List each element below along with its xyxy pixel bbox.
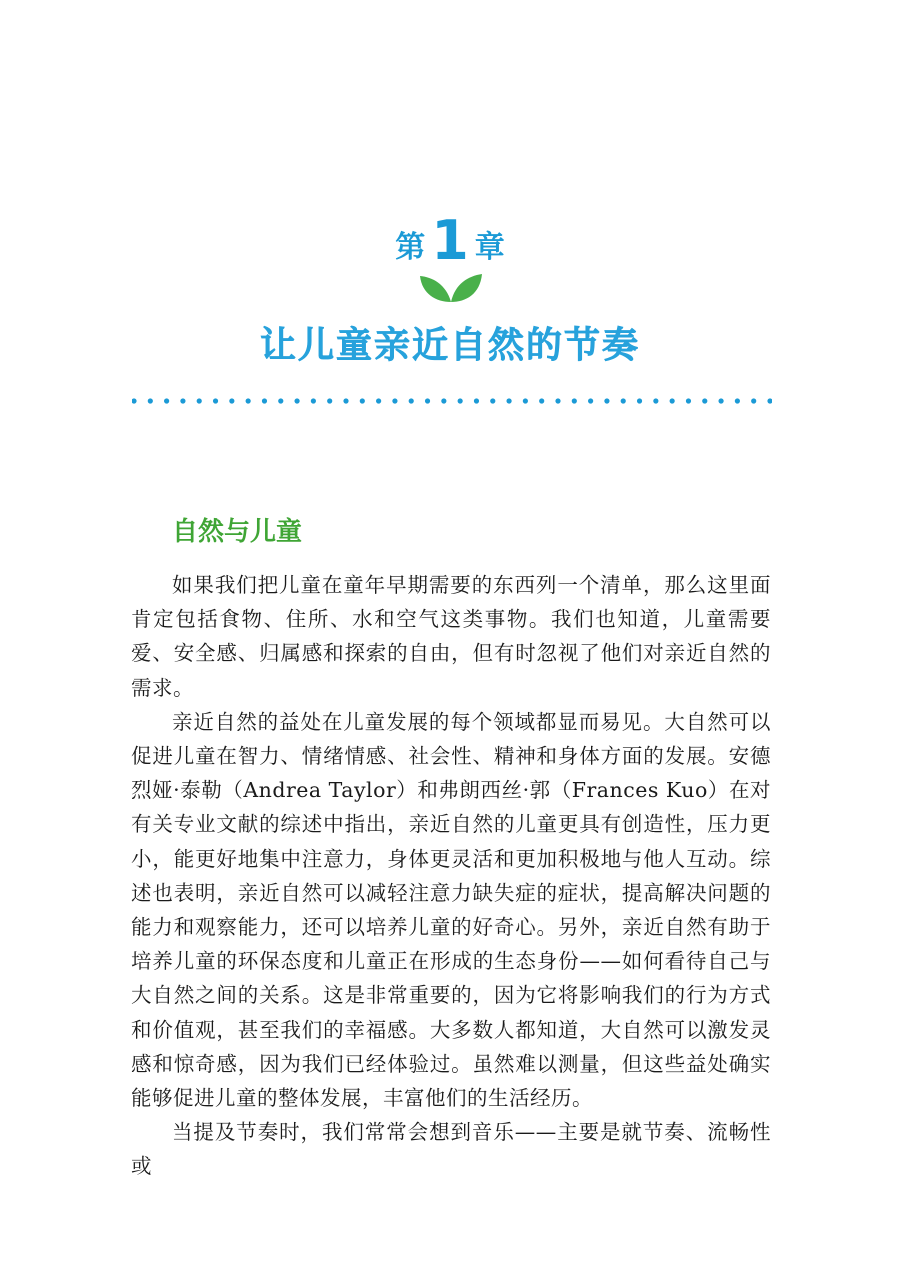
divider-dot xyxy=(343,398,348,403)
divider-dot xyxy=(262,398,267,403)
divider-dot xyxy=(588,398,593,403)
divider-dot xyxy=(294,398,299,403)
divider-dot xyxy=(718,398,723,403)
divider-dot xyxy=(539,398,544,403)
divider-dot xyxy=(360,398,365,403)
divider-dot xyxy=(246,398,251,403)
divider-dot xyxy=(164,398,169,403)
divider-dot xyxy=(653,398,658,403)
chapter-number: 1 xyxy=(431,209,469,272)
divider-dot xyxy=(670,398,675,403)
divider-dot xyxy=(197,398,202,403)
divider-dot xyxy=(506,398,511,403)
divider-dot xyxy=(702,398,707,403)
divider-dot xyxy=(767,398,772,403)
divider-dot xyxy=(604,398,609,403)
paragraph: 亲近自然的益处在儿童发展的每个领域都显而易见。大自然可以促进儿童在智力、情绪情感、社会性、精神和身体方面的发展。安德烈娅·泰勒（Andrea Taylor）和弗朗西丝·郭（Frances Kuo）在对有关专业文献的综述中指出，亲近自然的儿童更具有创造性，压力更小，能更好地集中注意力，身体更灵活和更加积极地与他人互动。综述也表明，亲近自然可以减轻注意力缺失症的症状，提高解决问题的能力和观察能力，还可以培养儿童的好奇心。另外，亲近自然有助于培养儿童的环保态度和儿童正在形成的生态身份——如何看待自己与大自然之间的关系。这是非常重要的，因为它将影响我们的行为方式和价值观，甚至我们的幸福感。大多数人都知道，大自然可以激发灵感和惊奇感，因为我们已经体验过。虽然难以测量，但这些益处确实能够促进儿童的整体发展，丰富他们的生活经历。 xyxy=(131,709,771,1111)
divider-dot xyxy=(735,398,740,403)
section-heading: 自然与儿童 xyxy=(172,517,303,547)
divider-dot xyxy=(409,398,414,403)
dotted-divider xyxy=(132,397,772,405)
divider-dot xyxy=(474,398,479,403)
paragraph: 如果我们把儿童在童年早期需要的东西列一个清单，那么这里面肯定包括食物、住所、水和空气这类事物。我们也知道，儿童需要爱、安全感、归属感和探索的自由，但有时忽视了他们对亲近自然的需求。 xyxy=(131,573,771,700)
divider-dot xyxy=(180,398,185,403)
chapter-suffix: 章 xyxy=(474,230,505,265)
divider-dot xyxy=(637,398,642,403)
divider-dot xyxy=(572,398,577,403)
divider-dot xyxy=(311,398,316,403)
chapter-prefix: 第 xyxy=(395,230,426,265)
divider-dot xyxy=(229,398,234,403)
divider-dot xyxy=(441,398,446,403)
divider-dot xyxy=(621,398,626,403)
divider-dot xyxy=(278,398,283,403)
divider-dot xyxy=(327,398,332,403)
chapter-heading xyxy=(0,209,900,272)
divider-dot xyxy=(523,398,528,403)
divider-dot xyxy=(148,398,153,403)
divider-dot xyxy=(555,398,560,403)
divider-dot xyxy=(213,398,218,403)
chapter-title: 让儿童亲近自然的节奏 xyxy=(259,325,640,366)
divider-dot xyxy=(686,398,691,403)
sprout-leaf-icon xyxy=(418,268,484,304)
divider-dot xyxy=(751,398,756,403)
divider-dot xyxy=(376,398,381,403)
divider-dot xyxy=(490,398,495,403)
divider-dot xyxy=(458,398,463,403)
divider-dot xyxy=(132,398,137,403)
paragraph: 当提及节奏时，我们常常会想到音乐——主要是就节奏、流畅性或 xyxy=(131,1120,771,1179)
body-text xyxy=(131,568,771,1184)
divider-dot xyxy=(425,398,430,403)
divider-dot xyxy=(392,398,397,403)
